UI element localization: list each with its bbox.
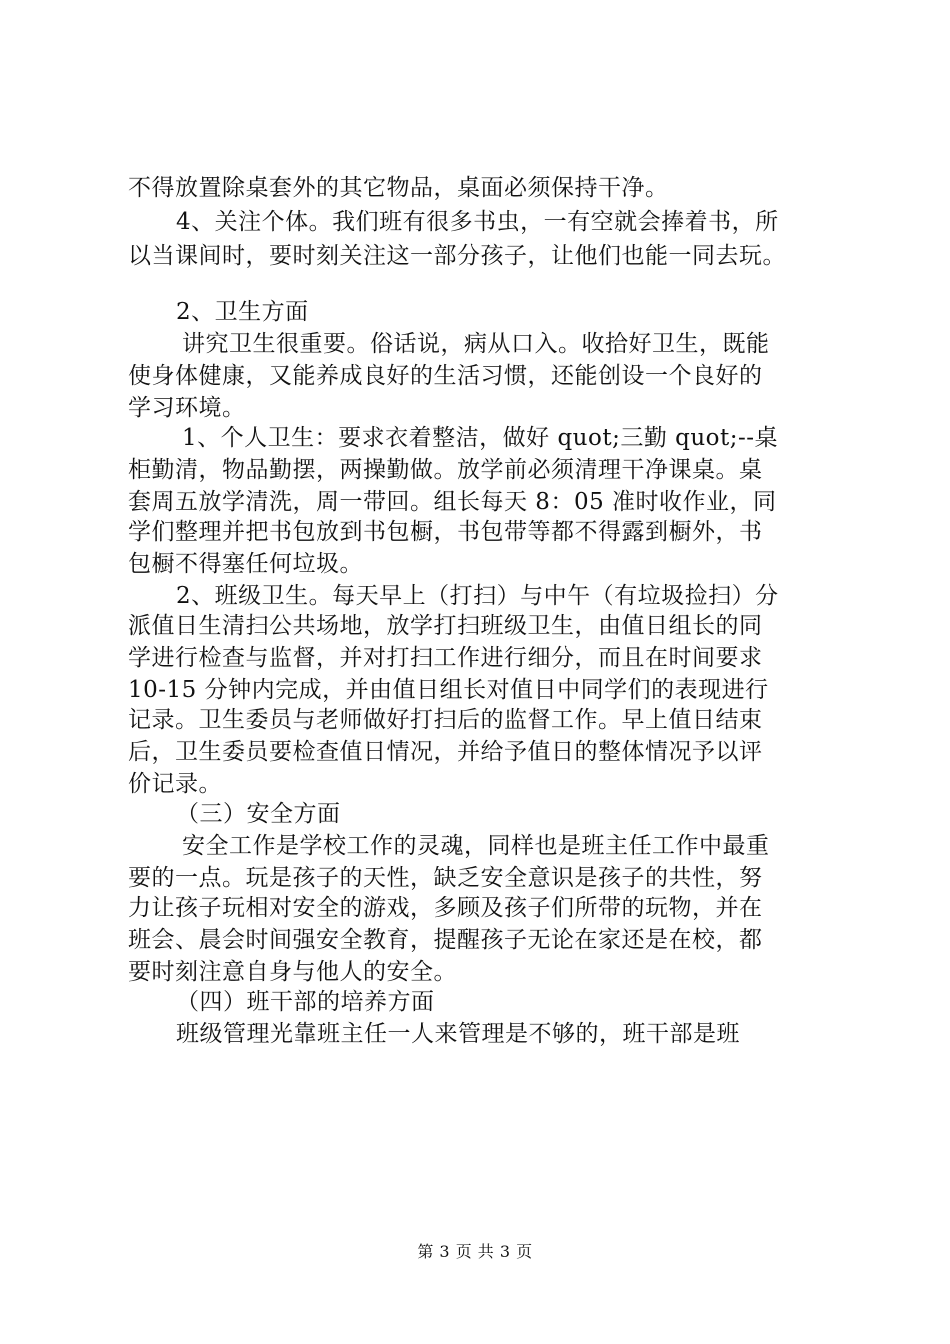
section-heading: （三）安全方面	[176, 801, 341, 827]
paragraph-line: 要时刻注意自身与他人的安全。	[128, 959, 457, 985]
paragraph-line: 2、班级卫生。每天早上（打扫）与中午（有垃圾捡扫）分	[176, 583, 779, 609]
paragraph-line: 价记录。	[128, 771, 222, 797]
paragraph-line: 以当课间时，要时刻关注这一部分孩子，让他们也能一同去玩。	[128, 243, 786, 269]
paragraph-line: 套周五放学清洗，周一带回。组长每天 8：05 准时收作业，同	[128, 489, 777, 515]
paragraph-line: 安全工作是学校工作的灵魂，同样也是班主任工作中最重	[182, 833, 770, 859]
paragraph-line: 不得放置除桌套外的其它物品，桌面必须保持干净。	[128, 175, 669, 201]
paragraph-line: 力让孩子玩相对安全的游戏，多顾及孩子们所带的玩物，并在	[128, 895, 763, 921]
paragraph-line: 要的一点。玩是孩子的天性，缺乏安全意识是孩子的共性，努	[128, 865, 763, 891]
paragraph-line: 记录。卫生委员与老师做好打扫后的监督工作。早上值日结束	[128, 707, 763, 733]
paragraph-line: 学习环境。	[128, 395, 246, 421]
paragraph-line: 1、个人卫生：要求衣着整洁，做好 quot;三勤 quot;--桌	[182, 425, 779, 451]
paragraph-line: 包橱不得塞任何垃圾。	[128, 551, 363, 577]
paragraph-line: 讲究卫生很重要。俗话说，病从口入。收拾好卫生，既能	[182, 331, 770, 357]
paragraph-line: 使身体健康，又能养成良好的生活习惯，还能创设一个良好的	[128, 363, 763, 389]
paragraph-line: 4、关注个体。我们班有很多书虫，一有空就会捧着书，所	[176, 209, 779, 235]
section-heading: （四）班干部的培养方面	[176, 989, 435, 1015]
paragraph-line: 派值日生清扫公共场地，放学打扫班级卫生，由值日组长的同	[128, 613, 763, 639]
page-number-footer: 第 3 页 共 3 页	[417, 1242, 533, 1261]
paragraph-line: 10-15 分钟内完成，并由值日组长对值日中同学们的表现进行	[128, 677, 769, 703]
paragraph-line: 学们整理并把书包放到书包橱，书包带等都不得露到橱外，书	[128, 519, 763, 545]
paragraph-line: 班级管理光靠班主任一人来管理是不够的，班干部是班	[176, 1021, 740, 1047]
paragraph-line: 学进行检查与监督，并对打扫工作进行细分，而且在时间要求	[128, 645, 763, 671]
paragraph-line: 后，卫生委员要检查值日情况，并给予值日的整体情况予以评	[128, 739, 763, 765]
paragraph-line: 班会、晨会时间强安全教育，提醒孩子无论在家还是在校，都	[128, 927, 763, 953]
section-heading: 2、卫生方面	[176, 299, 309, 325]
paragraph-line: 柜勤清，物品勤摆，两操勤做。放学前必须清理干净课桌。桌	[128, 457, 763, 483]
